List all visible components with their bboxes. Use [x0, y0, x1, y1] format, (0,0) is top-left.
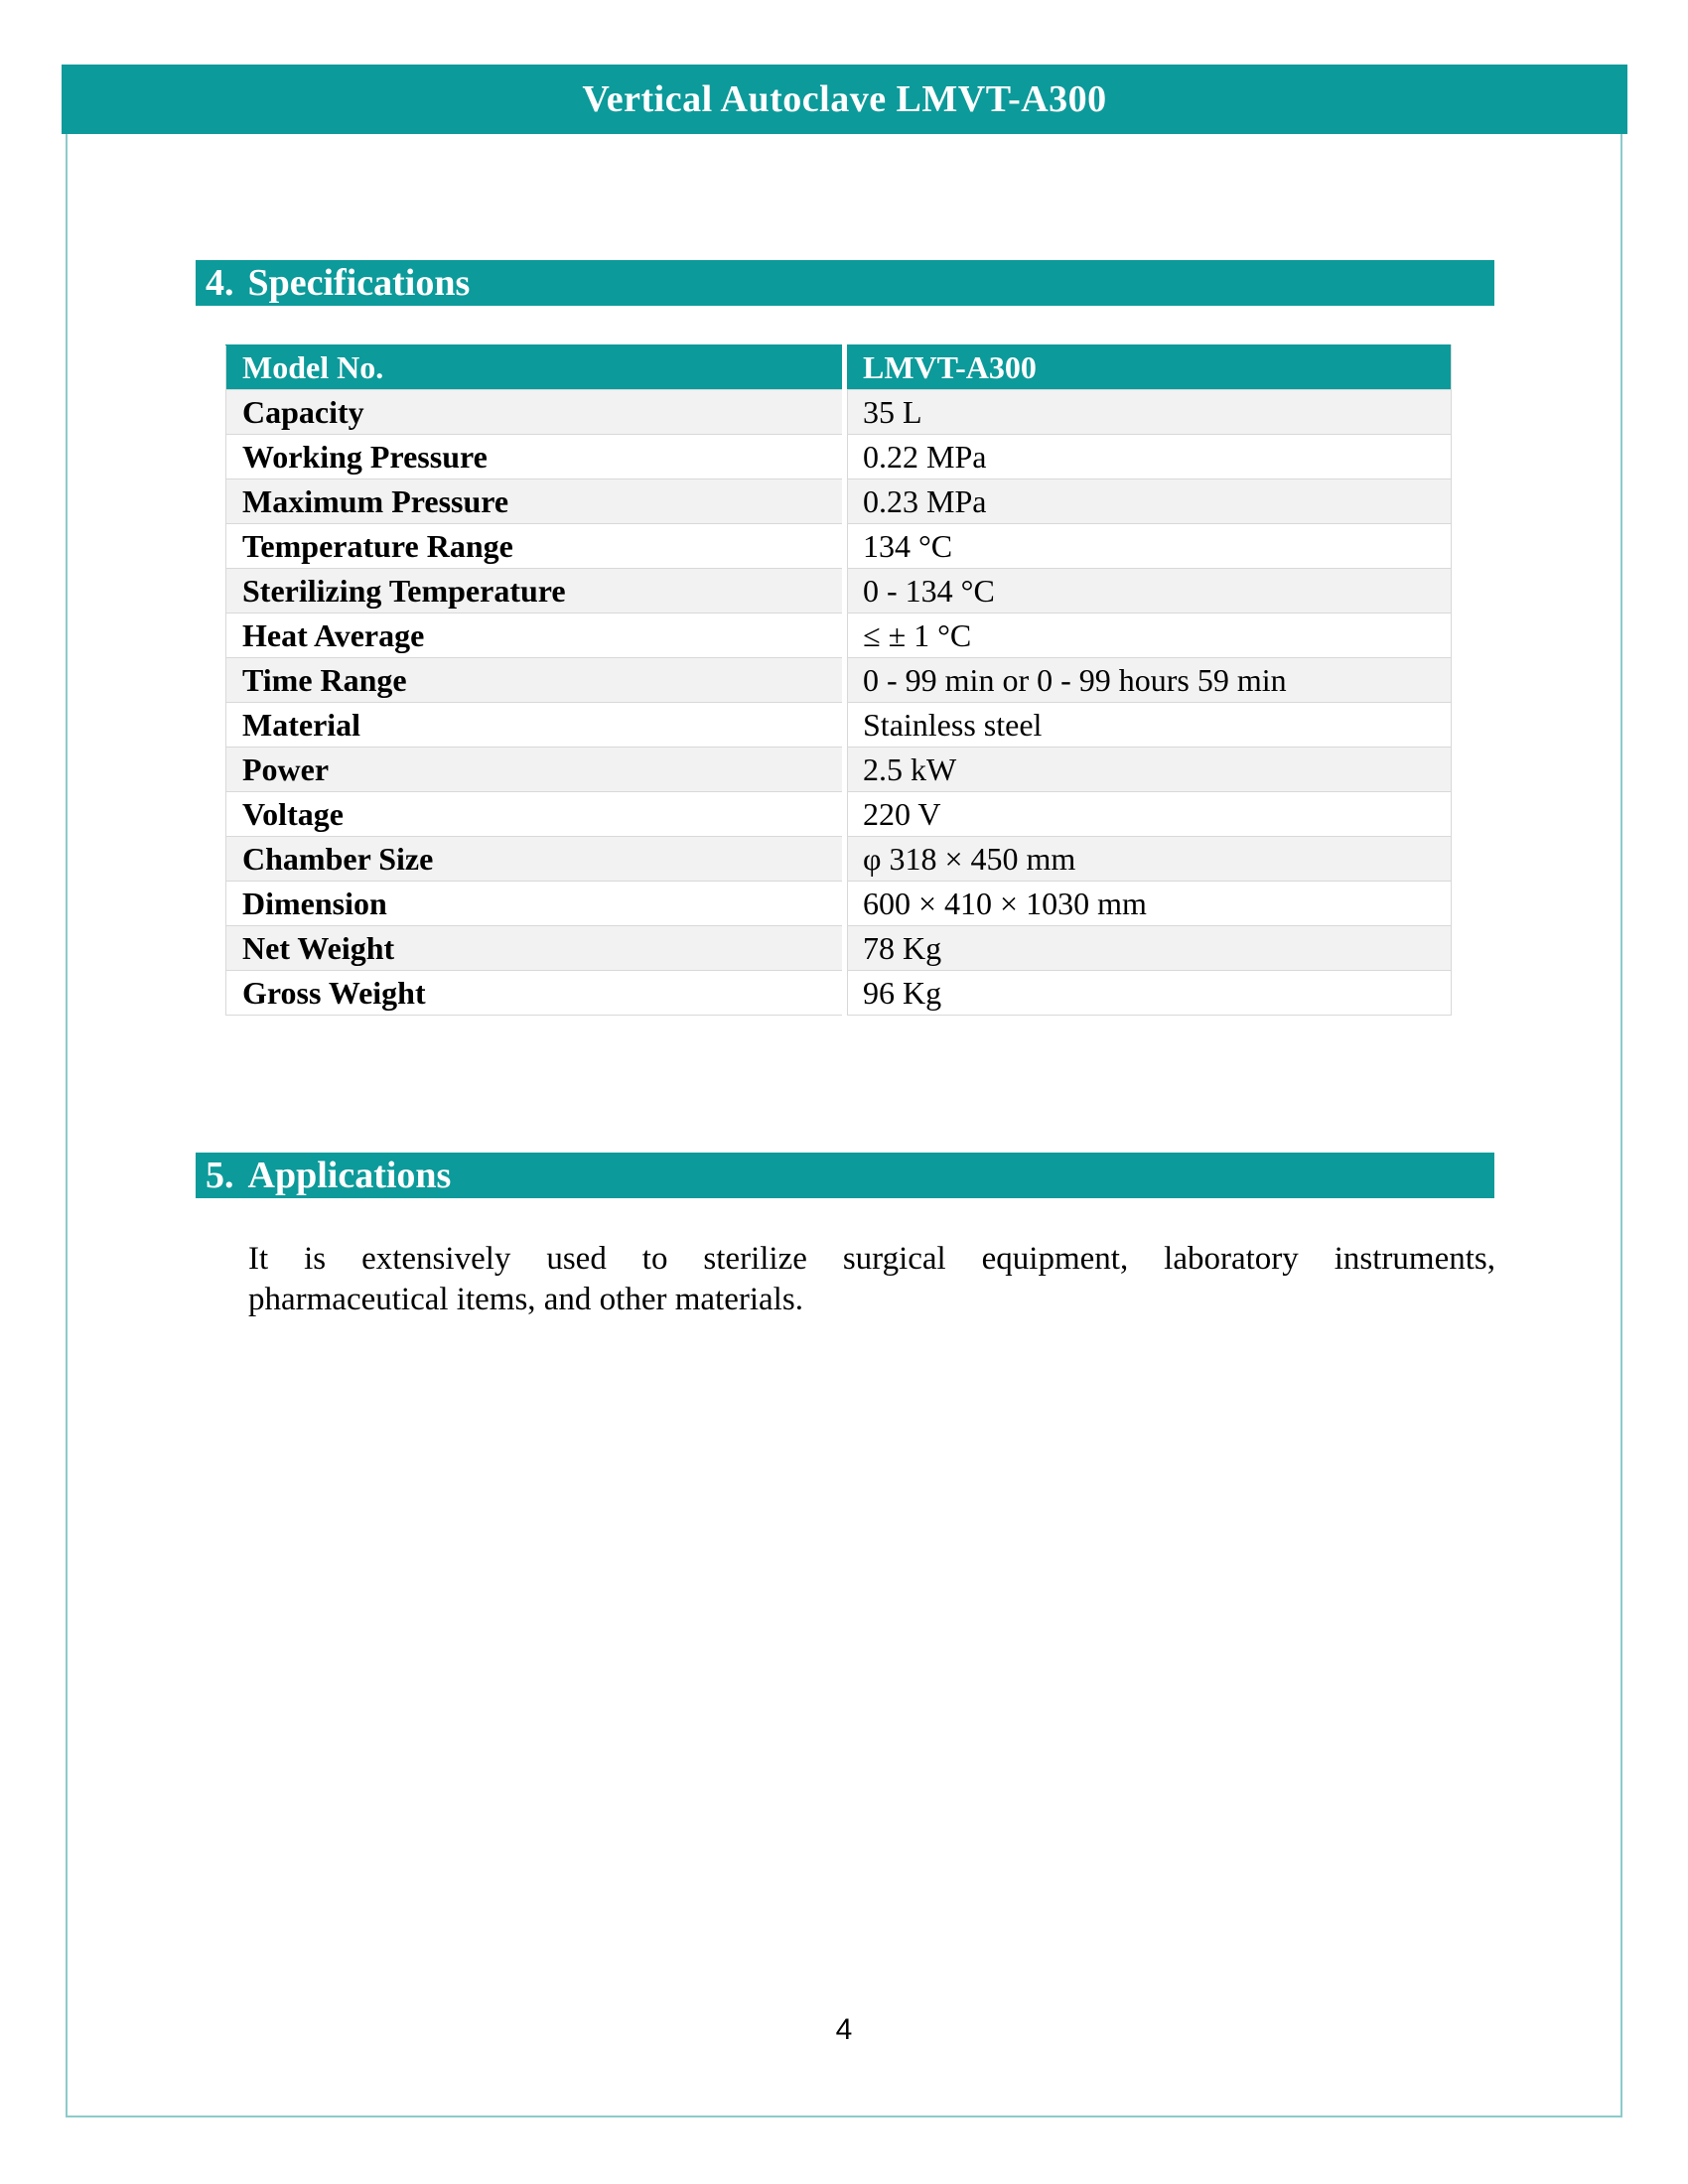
page-number: 4: [835, 2013, 853, 2046]
spec-header-value-cell: LMVT-A300: [845, 345, 1452, 390]
spec-row: [226, 837, 1452, 882]
spec-label-cell: Heat Average: [226, 614, 845, 658]
spec-label-cell: Time Range: [226, 658, 845, 703]
spec-row: [226, 882, 1452, 926]
spec-row: [226, 792, 1452, 837]
section-heading-specifications: [196, 260, 1494, 306]
spec-row: [226, 479, 1452, 524]
spec-header-row: [226, 345, 1452, 390]
spec-row: [226, 703, 1452, 748]
section-number: 4.: [206, 262, 234, 304]
spec-row: [226, 435, 1452, 479]
spec-label-cell: Capacity: [226, 390, 845, 435]
spec-label-cell: Dimension: [226, 882, 845, 926]
spec-value-cell: 600 × 410 × 1030 mm: [845, 882, 1452, 926]
specifications-table: [225, 344, 1452, 1016]
spec-row: [226, 524, 1452, 569]
spec-label-cell: Material: [226, 703, 845, 748]
spec-label-cell: Sterilizing Temperature: [226, 569, 845, 614]
spec-row: [226, 614, 1452, 658]
applications-paragraph: [248, 1239, 1495, 1320]
spec-value-cell: 134 °C: [845, 524, 1452, 569]
paragraph-line: pharmaceutical items, and other materials.: [248, 1282, 803, 1317]
spec-row: [226, 971, 1452, 1016]
spec-row: [226, 658, 1452, 703]
page-header-title: Vertical Autoclave LMVT-A300: [582, 78, 1107, 120]
spec-value-cell: Stainless steel: [845, 703, 1452, 748]
spec-label-cell: Net Weight: [226, 926, 845, 971]
spec-label-cell: Chamber Size: [226, 837, 845, 882]
page-header-banner: [62, 65, 1627, 134]
spec-label-cell: Power: [226, 748, 845, 792]
spec-value-cell: ≤ ± 1 °C: [845, 614, 1452, 658]
spec-value-cell: 0 - 99 min or 0 - 99 hours 59 min: [845, 658, 1452, 703]
spec-label-cell: Temperature Range: [226, 524, 845, 569]
spec-value-cell: 96 Kg: [845, 971, 1452, 1016]
spec-value-cell: 2.5 kW: [845, 748, 1452, 792]
section-title: Specifications: [247, 262, 471, 304]
spec-row: [226, 569, 1452, 614]
spec-label-cell: Maximum Pressure: [226, 479, 845, 524]
spec-row: [226, 926, 1452, 971]
section-title: Applications: [247, 1155, 452, 1196]
spec-header-model-cell: Model No.: [226, 345, 845, 390]
spec-value-cell: 0 - 134 °C: [845, 569, 1452, 614]
section-heading-applications: [196, 1153, 1494, 1198]
spec-value-cell: 0.22 MPa: [845, 435, 1452, 479]
spec-value-cell: 78 Kg: [845, 926, 1452, 971]
spec-row: [226, 748, 1452, 792]
spec-label-cell: Gross Weight: [226, 971, 845, 1016]
spec-value-cell: 220 V: [845, 792, 1452, 837]
spec-label-cell: Voltage: [226, 792, 845, 837]
section-number: 5.: [206, 1155, 234, 1196]
spec-label-cell: Working Pressure: [226, 435, 845, 479]
spec-row: [226, 390, 1452, 435]
spec-value-cell: 0.23 MPa: [845, 479, 1452, 524]
spec-value-cell: φ 318 × 450 mm: [845, 837, 1452, 882]
spec-value-cell: 35 L: [845, 390, 1452, 435]
paragraph-line: It is extensively used to sterilize surgical equipment, laboratory instruments,: [248, 1241, 1495, 1277]
